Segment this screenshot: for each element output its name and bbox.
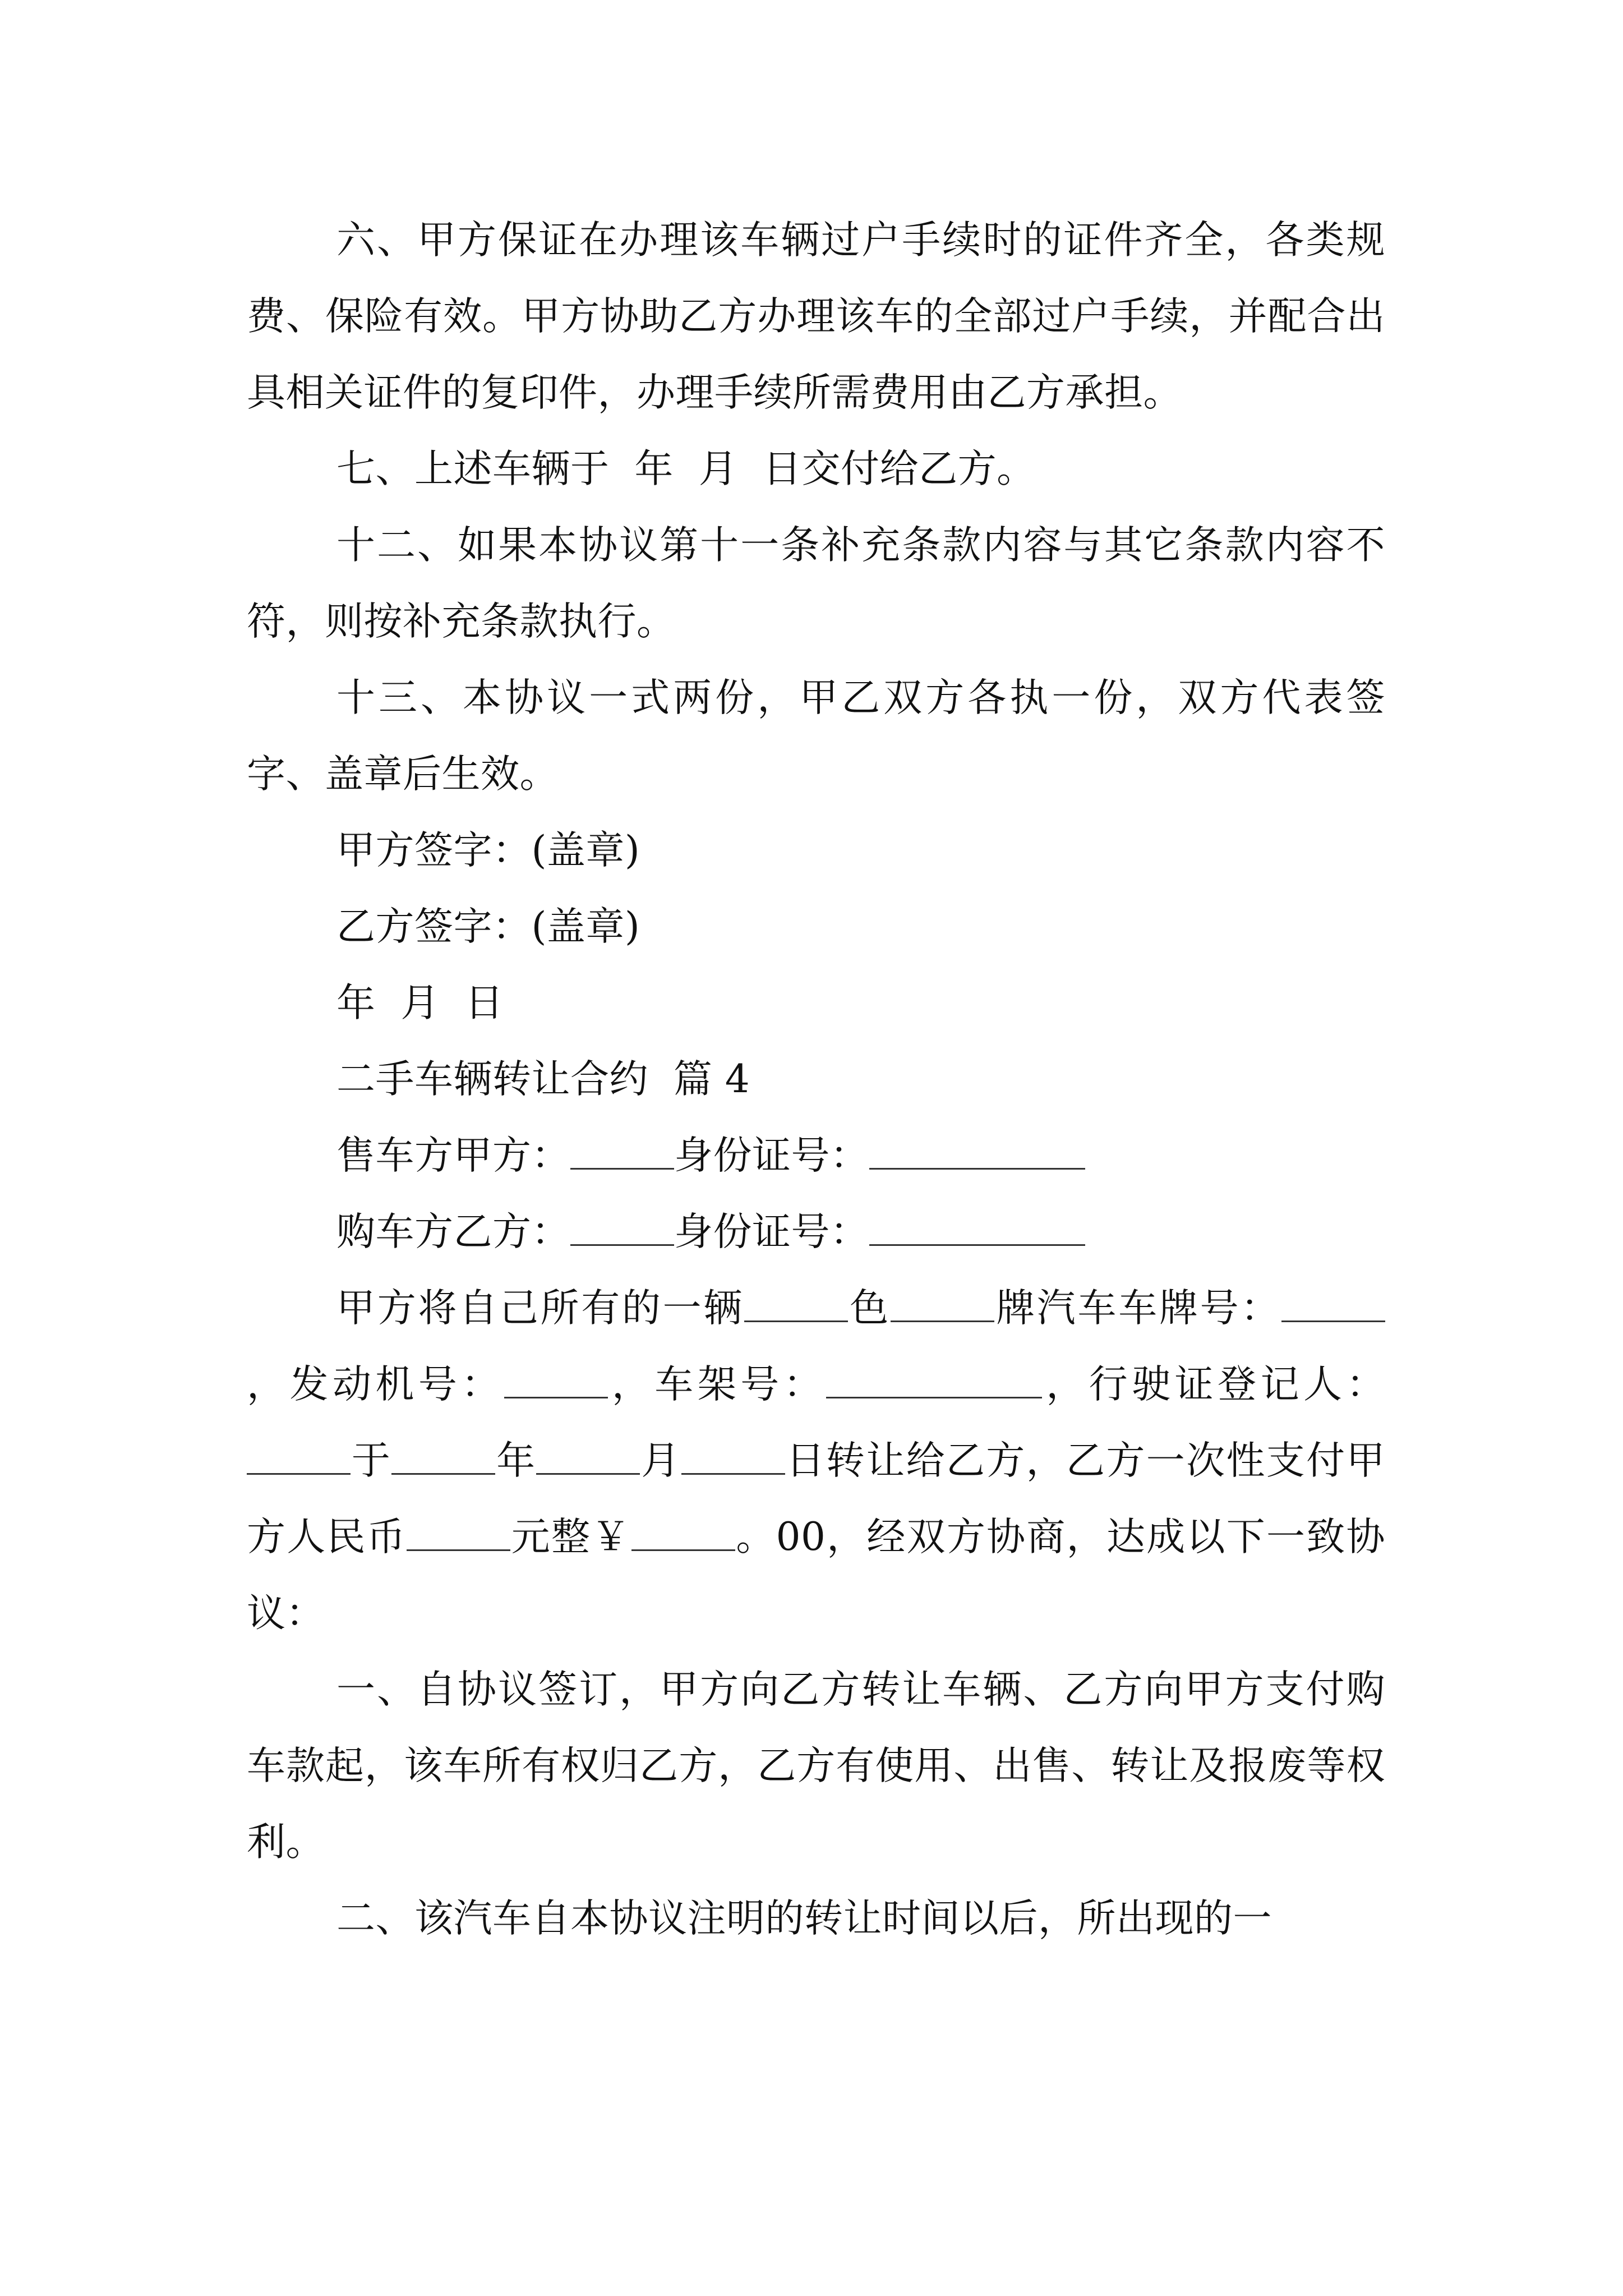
signature-party-b: 乙方签字：(盖章)	[336, 904, 640, 949]
buyer-name-blank	[570, 1213, 674, 1246]
intro-frame: ，车架号：	[607, 1362, 827, 1407]
intro-day: 日转让给乙方，乙方一次性支付甲方人民币	[247, 1438, 1386, 1559]
clause-1: 一、自协议签订，甲方向乙方转让车辆、乙方向甲方支付购车款起，该车所有权归乙方，乙方有使用、出售、转让及报废等权利。	[247, 1667, 1385, 1865]
seller-name-blank	[570, 1137, 674, 1170]
month-blank	[536, 1442, 640, 1475]
signature-party-a: 甲方签字：(盖章)	[336, 828, 640, 873]
vehicle-intro	[247, 1270, 1385, 1651]
intro-end: 。00，经双方协商，达成以下一致协议：	[247, 1515, 1385, 1636]
clause-2: 二、该汽车自本协议注明的转让时间以后，所出现的一	[336, 1896, 1272, 1941]
seller-id-label: 身份证号：	[674, 1133, 869, 1178]
license-holder-blank	[247, 1442, 351, 1475]
intro-license: ，行驶证登记人：	[1042, 1362, 1386, 1407]
seller-label: 售车方甲方：	[336, 1133, 570, 1178]
clause-13: 十三、本协议一式两份，甲乙双方各执一份，双方代表签字、盖章后生效。	[247, 675, 1385, 797]
buyer-id-blank	[869, 1213, 1085, 1246]
intro-year: 年	[495, 1438, 537, 1483]
intro-engine: ，发动机号：	[247, 1362, 504, 1407]
clause-6: 六、甲方保证在办理该车辆过户手续时的证件齐全，各类规费、保险有效。甲方协助乙方办理该车的全部过户手续，并配合出具相关证件的复印件，办理手续所需费用由乙方承担。	[247, 218, 1385, 415]
intro-color: 色	[848, 1286, 891, 1331]
buyer-id-label: 身份证号：	[674, 1209, 869, 1254]
buyer-line	[247, 1194, 1385, 1270]
buyer-label: 购车方乙方：	[336, 1209, 570, 1254]
plate-blank	[1281, 1289, 1385, 1322]
intro-month: 月	[640, 1438, 681, 1483]
seller-id-blank	[869, 1137, 1085, 1170]
year-blank	[391, 1442, 495, 1475]
frame-blank	[826, 1365, 1042, 1398]
brand-blank	[891, 1289, 994, 1322]
intro-brand: 牌汽车车牌号：	[994, 1286, 1282, 1331]
intro-yuan: 元整￥	[510, 1515, 631, 1559]
signature-date: 年 月 日	[336, 981, 504, 1025]
engine-blank	[504, 1365, 608, 1398]
day-blank	[681, 1442, 785, 1475]
clause-7: 七、上述车辆于 年 月 日交付给乙方。	[336, 447, 1036, 491]
document-page	[247, 202, 1385, 1957]
color-blank	[744, 1289, 848, 1322]
section-title: 二手车辆转让合约 篇 4	[336, 1057, 750, 1102]
intro-on: 于	[351, 1438, 392, 1483]
amount-words-blank	[407, 1518, 510, 1551]
seller-line	[247, 1117, 1385, 1194]
intro-text-1: 甲方将自己所有的一辆	[336, 1286, 744, 1331]
clause-12: 十二、如果本协议第十一条补充条款内容与其它条款内容不符，则按补充条款执行。	[247, 523, 1385, 644]
amount-number-blank	[631, 1518, 735, 1551]
